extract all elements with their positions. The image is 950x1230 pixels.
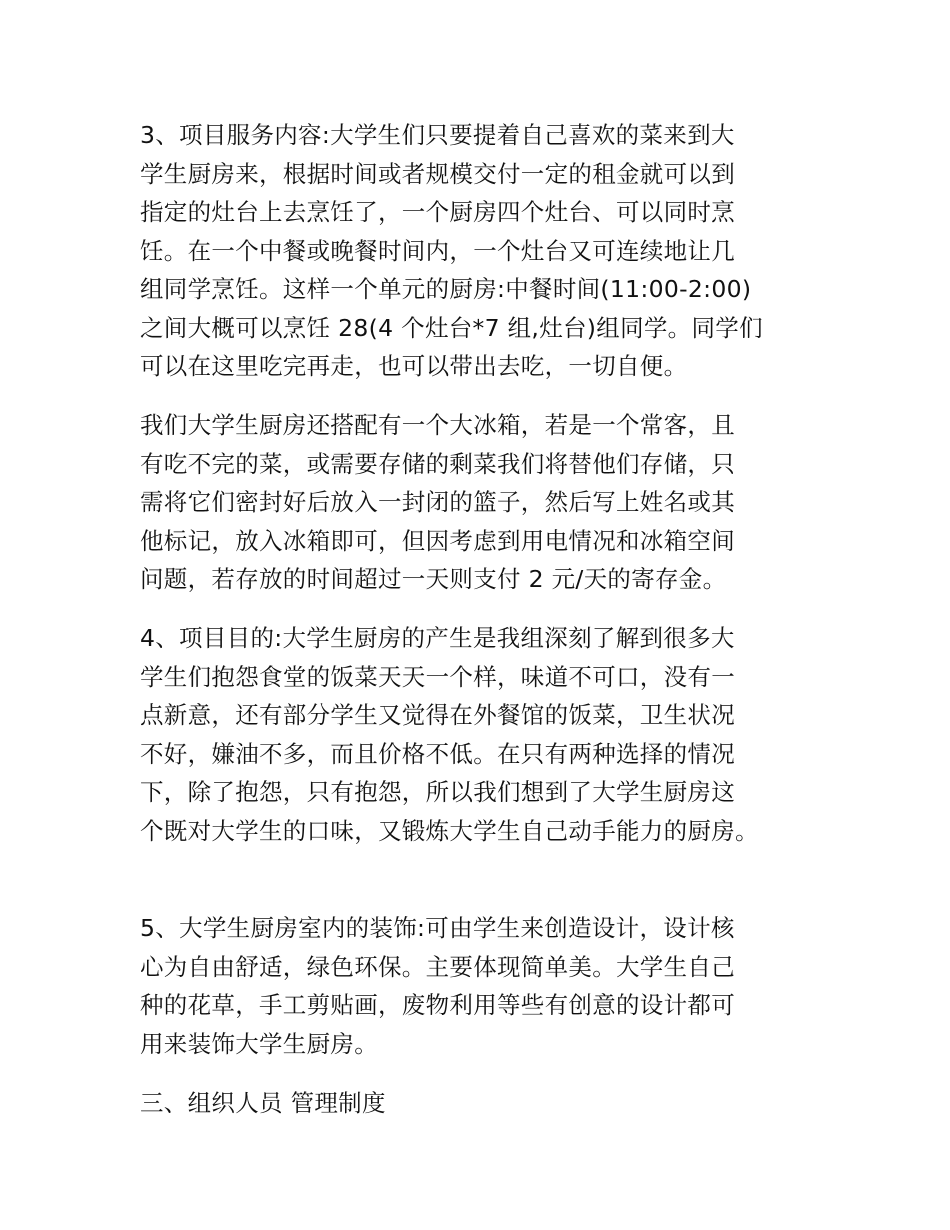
- text-line: 他标记，放入冰箱即可，但因考虑到用电情况和冰箱空间: [140, 527, 735, 555]
- text-line: 组同学烹饪。这样一个单元的厨房:中餐时间(11:00-2:00): [140, 275, 752, 303]
- text-line: 心为自由舒适，绿色环保。主要体现简单美。大学生自己: [140, 953, 735, 981]
- text-line: 种的花草，手工剪贴画，废物利用等些有创意的设计都可: [140, 991, 735, 1019]
- text-line: 饪。在一个中餐或晚餐时间内，一个灶台又可连续地让几: [140, 237, 735, 265]
- text-line: 不好，嫌油不多，而且价格不低。在只有两种选择的情况: [140, 740, 735, 768]
- text-line: 学生厨房来，根据时间或者规模交付一定的租金就可以到: [140, 160, 735, 188]
- text-line: 3、项目服务内容:大学生们只要提着自己喜欢的菜来到大: [140, 121, 735, 149]
- text-line: 4、项目目的:大学生厨房的产生是我组深刻了解到很多大: [140, 624, 735, 652]
- text-line: 可以在这里吃完再走，也可以带出去吃，一切自便。: [140, 352, 688, 380]
- text-line: 点新意，还有部分学生又觉得在外餐馆的饭菜，卫生状况: [140, 701, 735, 729]
- text-line: 下，除了抱怨，只有抱怨，所以我们想到了大学生厨房这: [140, 778, 735, 806]
- text-line: 需将它们密封好后放入一封闭的篮子，然后写上姓名或其: [140, 488, 735, 516]
- text-line: 我们大学生厨房还搭配有一个大冰箱，若是一个常客，且: [140, 411, 735, 439]
- text-line: 问题，若存放的时间超过一天则支付 2 元/天的寄存金。: [140, 565, 727, 593]
- text-line: 有吃不完的菜，或需要存储的剩菜我们将替他们存储，只: [140, 450, 735, 478]
- text-line: 指定的灶台上去烹饪了，一个厨房四个灶台、可以同时烹: [140, 198, 735, 226]
- text-line: 个既对大学生的口味，又锻炼大学生自己动手能力的厨房。: [140, 817, 759, 845]
- heading-text: 三、组织人员 管理制度: [140, 1089, 386, 1117]
- text-line: 用来装饰大学生厨房。: [140, 1030, 378, 1058]
- text-line: 之间大概可以烹饪 28(4 个灶台*7 组,灶台)组同学。同学们: [140, 314, 763, 342]
- text-line: 5、大学生厨房室内的装饰:可由学生来创造设计，设计核: [140, 914, 735, 942]
- text-line: 学生们抱怨食堂的饭菜天天一个样，味道不可口，没有一: [140, 663, 735, 691]
